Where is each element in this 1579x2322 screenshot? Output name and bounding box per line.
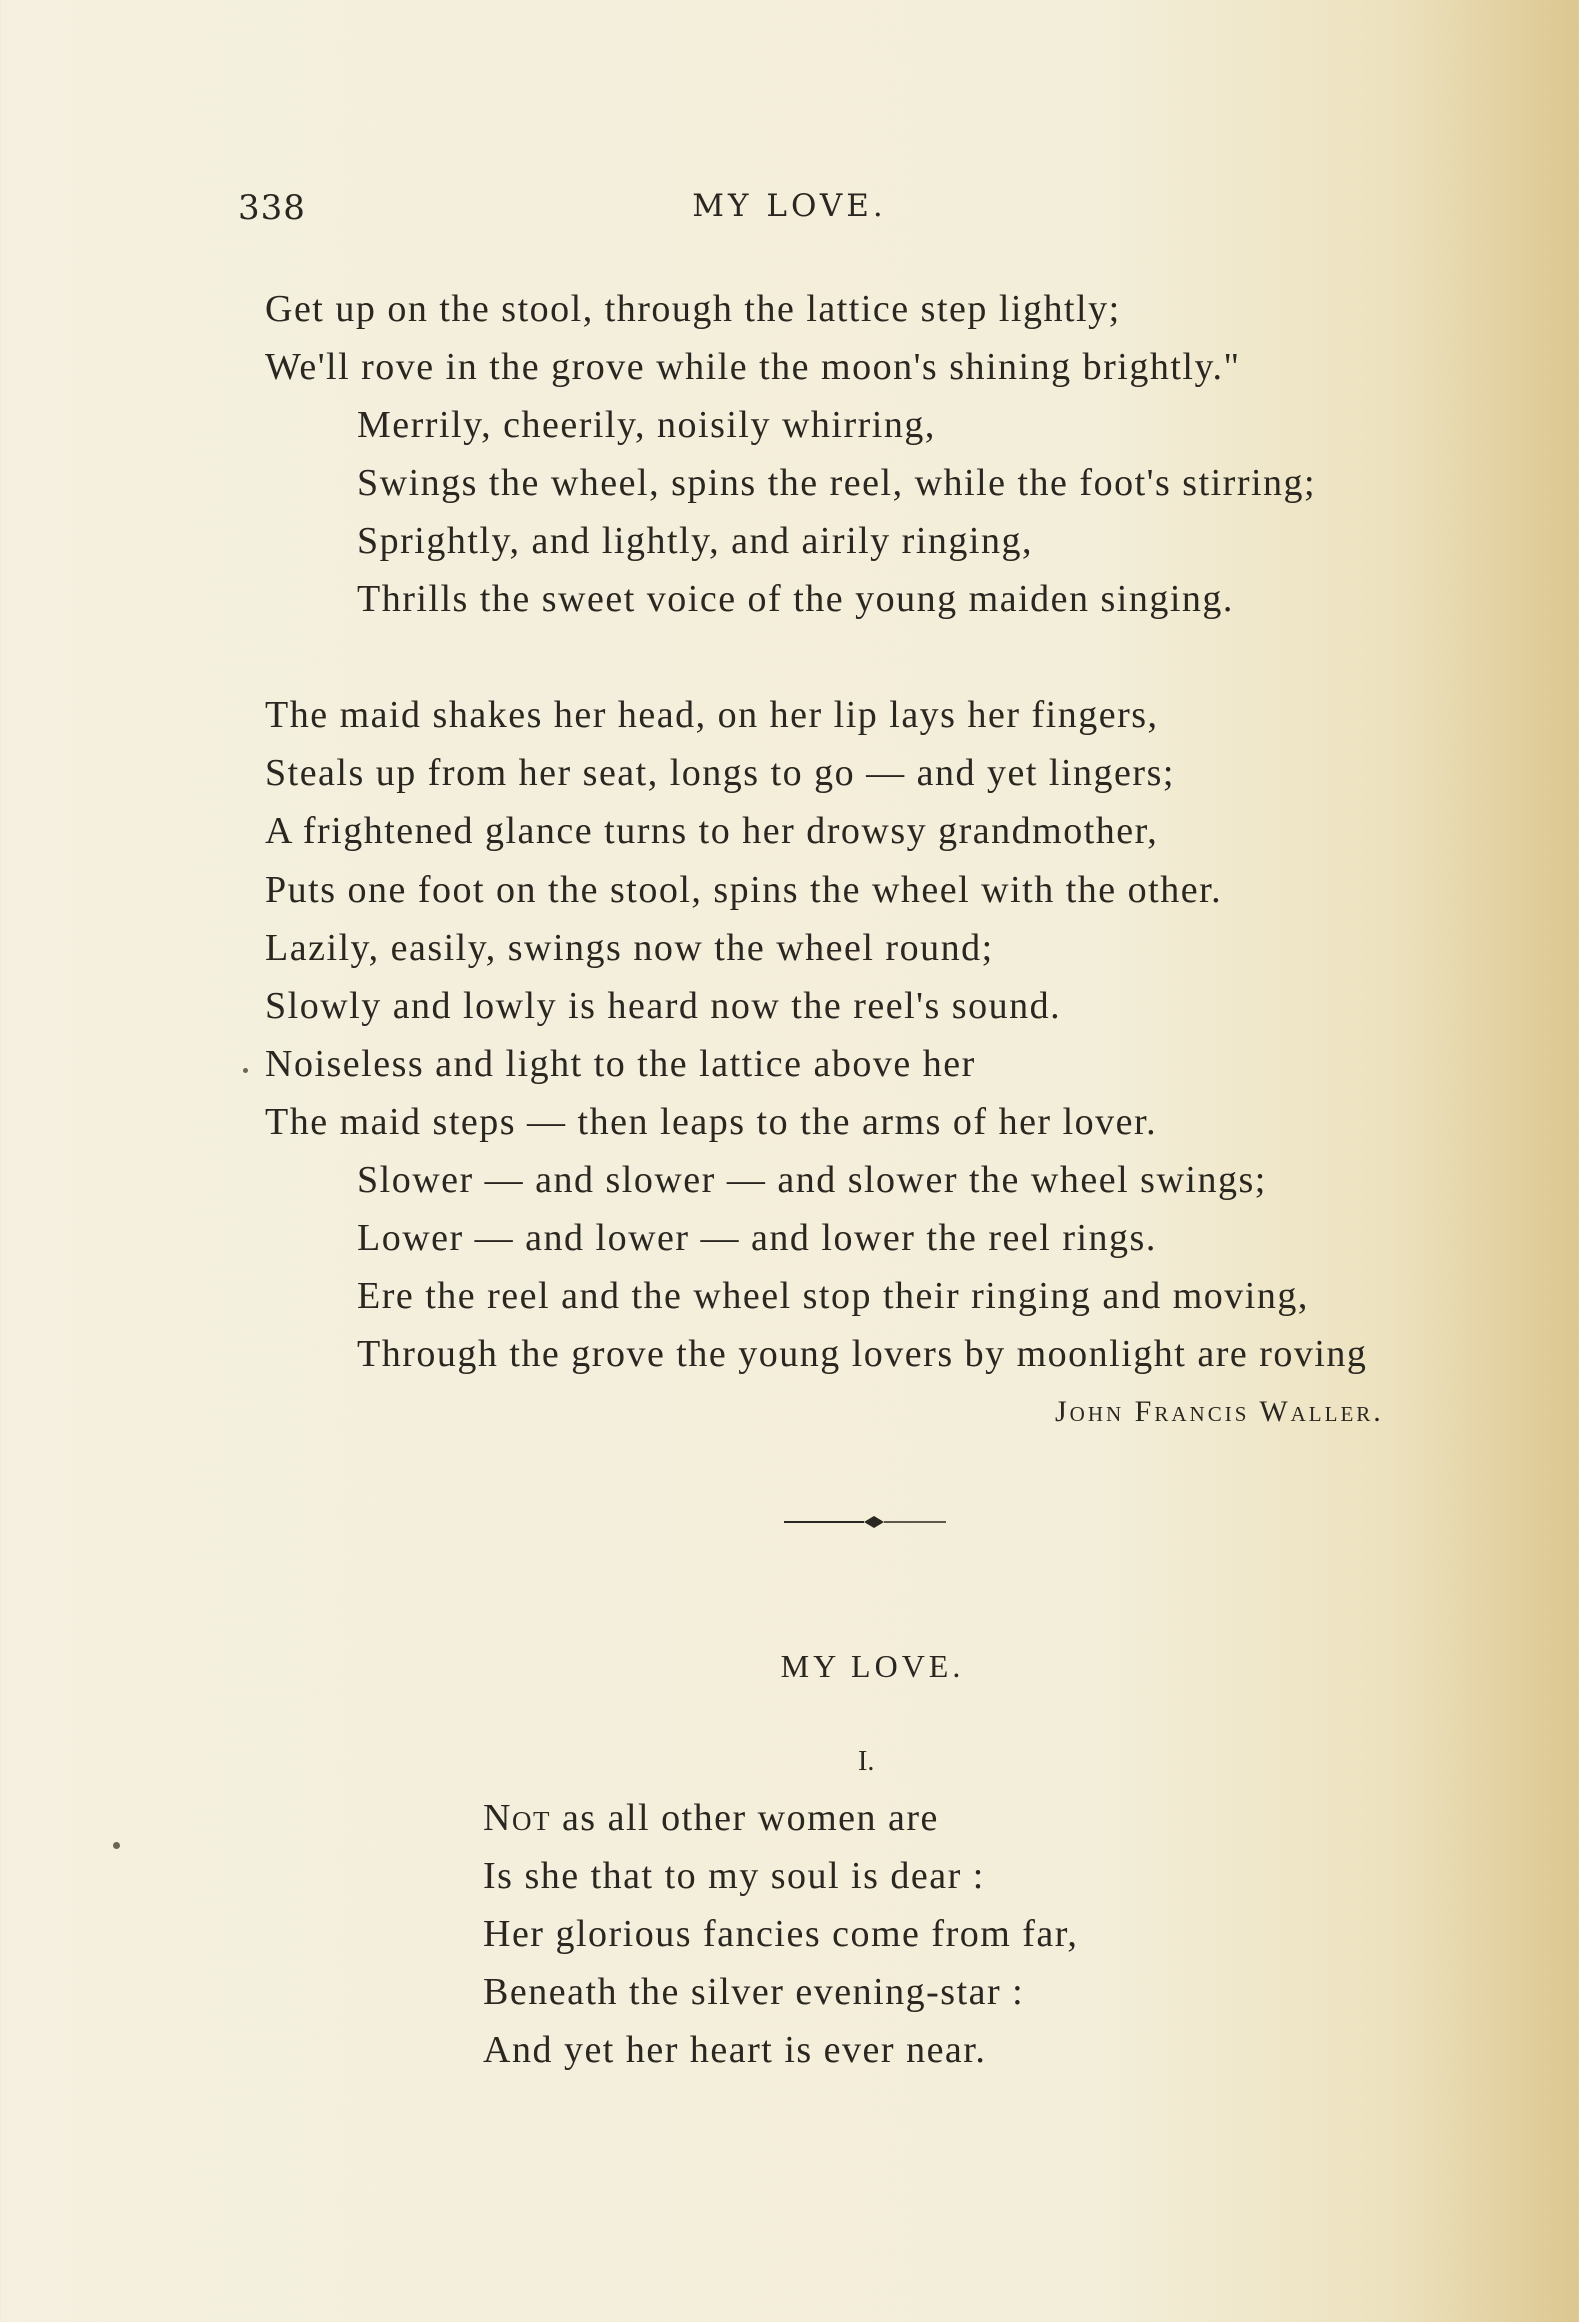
poem-line: Get up on the stool, through the lattice step lightly; [265,288,1121,330]
section-number: I. [858,1746,875,1777]
first-word-small-caps: Not [483,1797,551,1839]
first-line-rest: as all other women are [550,1797,939,1839]
poem-line: Slowly and lowly is heard now the reel's sound. [265,985,1062,1027]
poem-line: Thrills the sweet voice of the young maiden singing. [357,578,1234,620]
poem-line: Lazily, easily, swings now the wheel round; [265,927,994,969]
author-attribution: John Francis Waller. [1055,1395,1384,1428]
page-header [0,188,1579,232]
poem-line: The maid steps — then leaps to the arms of her lover. [265,1101,1158,1143]
poem-line: Swings the wheel, spins the reel, while the foot's stirring; [357,462,1317,504]
poem-line: Ere the reel and the wheel stop their ringing and moving, [357,1275,1309,1317]
poem-line: And yet her heart is ever near. [483,2029,987,2071]
poem-line: Noiseless and light to the lattice above her [265,1043,976,1085]
running-head: MY LOVE. [692,188,887,224]
section-divider-ornament [784,1510,964,1534]
poem-line: Slower — and slower — and slower the wheel swings; [357,1159,1267,1201]
poem-title: MY LOVE. [780,1648,965,1684]
page-number: 338 [238,188,306,228]
poem-line: Through the grove the young lovers by moonlight are roving [357,1333,1368,1375]
poem-line: Is she that to my soul is dear : [483,1855,985,1897]
poem-line: Puts one foot on the stool, spins the wheel with the other. [265,869,1223,911]
poem-line [483,1796,939,1840]
paper-speck [243,1068,248,1073]
poem-line: Beneath the silver evening-star : [483,1971,1025,2013]
poem-line: We'll rove in the grove while the moon's shining brightly." [265,346,1241,388]
poem-line: The maid shakes her head, on her lip lays her fingers, [265,694,1159,736]
poem-line: Her glorious fancies come from far, [483,1913,1079,1955]
poem-line: A frightened glance turns to her drowsy grandmother, [265,810,1159,852]
poem-line: Lower — and lower — and lower the reel rings. [357,1217,1157,1259]
poem-line: Merrily, cheerily, noisily whirring, [357,404,936,446]
paper-speck [113,1842,120,1849]
poem-line: Steals up from her seat, longs to go — and yet lingers; [265,752,1175,794]
poem-line: Sprightly, and lightly, and airily ringing, [357,520,1033,562]
